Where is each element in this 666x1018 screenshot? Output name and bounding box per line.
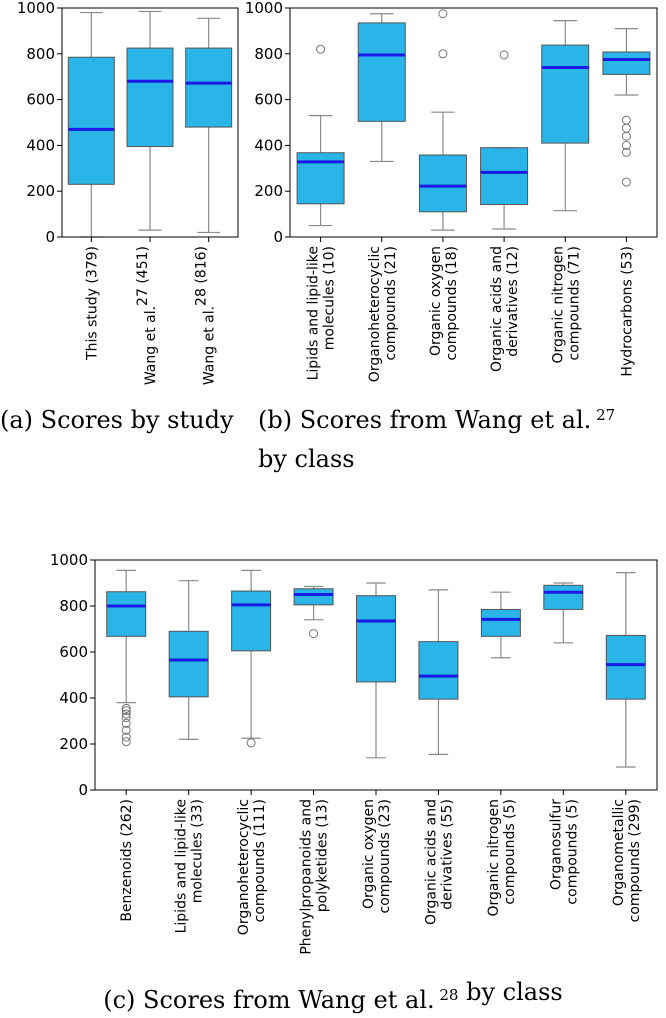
iqr-box: [358, 23, 405, 121]
box-2: [127, 11, 173, 230]
box-3: [186, 18, 232, 232]
y-tick-label: 400: [254, 136, 283, 155]
chart-a: [17, 0, 238, 385]
category-label: Lipids and lipid-like: [173, 799, 190, 934]
category-label: compounds (18): [443, 246, 460, 361]
iqr-box: [107, 592, 146, 637]
iqr-box: [419, 155, 466, 212]
category-label: [84, 246, 100, 361]
box-5: [542, 21, 589, 211]
chart-c: [50, 551, 657, 955]
box-2: [169, 581, 208, 740]
caption-b-line1: (b) Scores from Wang et al. $^{27}$: [258, 406, 616, 434]
iqr-box: [357, 596, 396, 682]
category-label: Organosulfur: [548, 799, 565, 891]
iqr-box: [603, 52, 650, 74]
box-5: [357, 583, 396, 758]
iqr-box: [127, 48, 173, 146]
outlier-point: [622, 124, 630, 132]
outlier-point: [122, 738, 130, 746]
category-label: molecules (10): [321, 246, 338, 351]
outlier-point: [310, 630, 318, 638]
category-label: Benzenoids (262): [119, 799, 136, 922]
y-tick-label: 400: [26, 136, 55, 155]
category-label-text: Wang et al.27 (451): [135, 246, 159, 386]
box-2: [358, 14, 405, 162]
chart-b: [245, 0, 657, 382]
iqr-box: [294, 589, 333, 605]
box-8: [544, 583, 583, 643]
y-tick-label: 1000: [244, 0, 283, 17]
iqr-box: [232, 591, 271, 651]
category-label: Organic nitrogen: [485, 799, 502, 917]
iqr-box: [186, 48, 232, 127]
y-tick-label: 800: [26, 44, 55, 63]
box-6: [419, 590, 458, 754]
category-label: Organoheterocyclic: [366, 246, 383, 383]
box-6: [603, 29, 650, 186]
y-tick-label: 0: [78, 781, 88, 799]
box-1: [107, 570, 146, 745]
category-label: compounds (71): [566, 246, 583, 361]
category-label: Organoheterocyclic: [236, 799, 253, 936]
outlier-point: [247, 739, 255, 747]
iqr-box: [481, 148, 528, 205]
category-label: [135, 246, 159, 385]
box-1: [68, 13, 114, 237]
caption-b-line2: by class: [258, 445, 355, 473]
category-label: compounds (5): [564, 799, 581, 905]
box-9: [606, 573, 645, 767]
box-4: [294, 586, 333, 637]
y-tick-label: 1000: [49, 551, 88, 569]
outlier-point: [622, 178, 630, 186]
caption-a: (a) Scores by study: [0, 406, 234, 434]
outlier-point: [439, 50, 447, 58]
iqr-box: [169, 631, 208, 697]
category-label: polyketides (13): [314, 799, 331, 913]
box-4: [481, 51, 528, 229]
box-7: [481, 592, 520, 658]
outlier-point: [622, 132, 630, 140]
iqr-box: [68, 57, 114, 184]
category-label: derivatives (55): [439, 799, 456, 910]
outlier-point: [317, 45, 325, 53]
category-label: Organic oxygen: [361, 799, 377, 909]
y-tick-label: 0: [273, 228, 283, 246]
category-label: compounds (21): [382, 246, 399, 361]
category-label: compounds (23): [377, 799, 393, 914]
category-label-text: Wang et al.28 (816): [193, 246, 218, 386]
iqr-box: [544, 585, 583, 609]
caption-c: (c) Scores from Wang et al. $^{28}$ by class: [103, 978, 563, 1014]
category-label: Organometallic: [610, 799, 627, 907]
y-tick-label: 800: [254, 44, 283, 63]
box-1: [297, 45, 344, 225]
category-label: Organic oxygen: [427, 246, 444, 356]
category-label: [194, 246, 218, 385]
category-label: compounds (299): [626, 799, 643, 923]
category-label-text: This study (379): [84, 246, 101, 360]
iqr-box: [606, 635, 645, 699]
box-3: [419, 10, 466, 230]
category-label: Lipids and lipid-like: [305, 246, 322, 381]
y-tick-label: 600: [26, 90, 55, 109]
category-label: compounds (5): [501, 799, 518, 905]
outlier-point: [622, 116, 630, 124]
y-tick-label: 400: [59, 689, 88, 707]
category-label: Organic acids and: [423, 799, 440, 926]
y-tick-label: 600: [254, 90, 283, 109]
category-label: Hydrocarbons (53): [619, 246, 636, 377]
category-label: compounds (111): [252, 799, 269, 923]
category-label: derivatives (12): [505, 246, 522, 357]
y-tick-label: 800: [59, 597, 88, 615]
category-label: Phenylpropanoids and: [298, 799, 315, 955]
y-tick-label: 600: [59, 643, 88, 661]
category-label: Organic acids and: [489, 246, 506, 373]
y-tick-label: 200: [26, 182, 55, 201]
y-tick-label: 200: [254, 182, 283, 201]
iqr-box: [481, 609, 520, 636]
outlier-point: [500, 51, 508, 59]
y-tick-label: 0: [45, 228, 55, 246]
iqr-box: [419, 642, 458, 700]
box-3: [232, 570, 271, 747]
category-label: Organic nitrogen: [550, 246, 567, 364]
plot-frame: [290, 8, 657, 237]
outlier-point: [439, 10, 447, 18]
y-tick-label: 200: [59, 735, 88, 753]
iqr-box: [542, 45, 589, 143]
category-label: molecules (33): [189, 799, 206, 904]
y-tick-label: 1000: [16, 0, 55, 17]
